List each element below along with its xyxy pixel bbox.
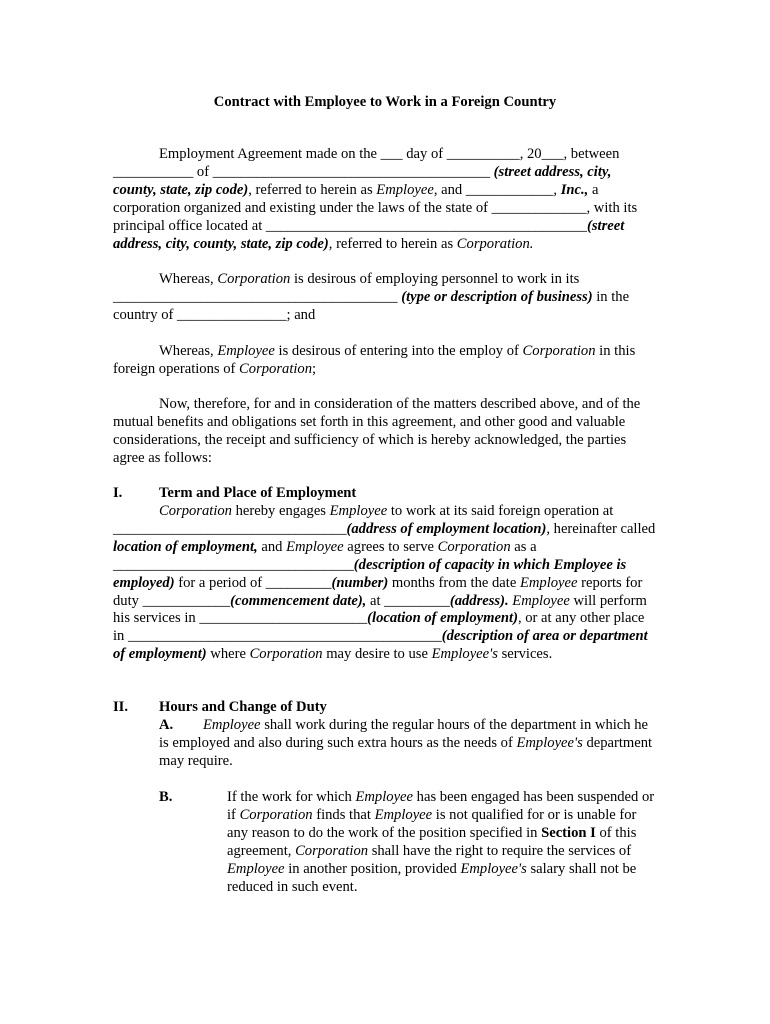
section-title: Hours and Change of Duty	[159, 699, 327, 715]
text-run: and	[257, 538, 287, 555]
clause-letter: A.	[159, 717, 174, 733]
text-run: at _________	[366, 592, 450, 609]
text-run: shall work during the regular hours of the department in which he is employed and also during such extra hours as the needs of	[159, 717, 648, 751]
term-employee: Employee	[512, 592, 570, 609]
text-run: is desirous of employing personnel to work in its _______________________________________	[113, 271, 580, 305]
term-corporation: Corporation	[522, 343, 596, 359]
text-run: in another position, provided	[284, 860, 461, 877]
text-run: in this foreign operations of	[113, 343, 636, 377]
text-run: Employment Agreement made on the ___ day of __________, 20___, between ___________ of ______________________________________	[113, 146, 620, 180]
term-employee: Employee	[374, 806, 433, 823]
section-1-heading	[113, 485, 657, 503]
text-run: agrees to serve	[343, 538, 438, 555]
text-run: , referred to herein as	[248, 181, 377, 198]
text-run: , or at any other place in ___________________________________________	[113, 610, 645, 645]
text-run: may desire to use	[322, 646, 432, 663]
term-corporation: Corporation	[159, 503, 232, 519]
text-run: services.	[497, 646, 553, 663]
text-run: If the work for which	[227, 789, 356, 805]
section-reference: Section I	[541, 824, 596, 841]
text-run: to work at its said foreign operation at ________________________________	[113, 503, 614, 537]
section-1-body	[113, 503, 657, 664]
text-run: where	[206, 646, 250, 663]
term-employee: Employee	[203, 717, 261, 733]
text-run: hereby engages	[231, 503, 330, 519]
placeholder-address: (street address, city, county, state, zip code)	[113, 163, 612, 198]
text-run: , referred to herein as	[328, 235, 457, 252]
document-title: Contract with Employee to Work in a Foreign Country	[213, 94, 557, 110]
term-corporation: Corporation	[239, 360, 313, 377]
term-corporation: Corporation	[295, 842, 369, 859]
consideration-paragraph: Now, therefore, for and in consideration of the matters described above, and of the mutual benefits and obligations set forth in this agreement, and other good and valuable considerations, the receipt and sufficiency of which is hereby acknowledged, the parties agree as follows:	[113, 396, 641, 466]
term-location: location of employment,	[113, 538, 258, 555]
whereas-corporation-paragraph	[113, 271, 657, 325]
placeholder-business: (type or description of business)	[401, 288, 593, 305]
term-employee: Employee	[355, 789, 414, 805]
text-run: finds that	[312, 806, 375, 823]
section-2-clause-a	[159, 717, 657, 771]
placeholder-location: (address of employment location)	[346, 520, 547, 537]
text-run: salary shall not be reduced in such event.	[227, 860, 637, 895]
text-run: in the country of _______________; and	[113, 288, 630, 323]
text-run: will perform his services in _______________________	[113, 592, 647, 627]
text-run: ;	[312, 360, 317, 377]
section-title: Term and Place of Employment	[159, 485, 357, 501]
text-run: , and ____________,	[433, 181, 561, 198]
text-run: is desirous of entering into the employ of	[274, 343, 523, 359]
term-employee: Employee	[519, 574, 578, 591]
text-run: as a _________________________________	[113, 538, 537, 573]
whereas-employee-paragraph	[113, 343, 657, 379]
section-number: I.	[113, 485, 123, 501]
term-corporation: Corporation.	[456, 235, 534, 252]
term-employees: Employee's	[516, 734, 583, 751]
placeholder-address: (street address, city, county, state, zip code)	[113, 217, 625, 252]
text-run: Whereas,	[159, 271, 218, 287]
text-run: a corporation organized and existing under the laws of the state of _____________, with its principal office located at ____________________________________________	[113, 181, 638, 234]
text-run: months from the date	[388, 574, 520, 591]
placeholder-date: (commencement date),	[230, 592, 367, 609]
agreement-intro-paragraph	[113, 146, 657, 253]
section-2-clause-b	[227, 789, 657, 896]
term-employees: Employee's	[460, 860, 527, 877]
text-run: has been engaged has been suspended or if	[227, 789, 655, 823]
section-2-heading	[113, 699, 657, 717]
text-run: shall have the right to require the services of	[368, 842, 632, 859]
text-run: for a period of _________	[174, 574, 332, 591]
placeholder-number: (number)	[331, 574, 389, 591]
placeholder-address: (address).	[449, 592, 509, 609]
term-corporation: Corporation	[437, 538, 511, 555]
text-run: of this agreement,	[227, 824, 637, 859]
term-corporation: Corporation	[217, 271, 291, 287]
term-employees: Employee's	[431, 646, 498, 663]
term-corporation: Corporation	[249, 646, 323, 663]
text-run: is not qualified for or is unable for any reason to do the work of the position specified in	[227, 806, 637, 841]
term-employee: Employee	[227, 860, 285, 877]
term-employee: Employee	[286, 538, 344, 555]
text-run: department may require.	[159, 734, 653, 769]
placeholder-capacity: (description of capacity in which Employee is employed)	[113, 556, 627, 591]
term-employee: Employee	[376, 181, 434, 198]
term-inc: Inc.,	[560, 181, 589, 198]
text-run: , hereinafter called	[546, 520, 656, 537]
term-corporation: Corporation	[239, 806, 313, 823]
text-run: reports for duty ____________	[113, 574, 643, 609]
clause-letter: B.	[159, 789, 173, 805]
placeholder-area: (description of area or department of employment)	[113, 628, 648, 663]
term-employee: Employee	[329, 503, 388, 519]
placeholder-location: (location of employment)	[367, 610, 518, 627]
section-number: II.	[113, 699, 129, 715]
term-employee: Employee	[217, 343, 275, 359]
text-run: Whereas,	[159, 343, 218, 359]
